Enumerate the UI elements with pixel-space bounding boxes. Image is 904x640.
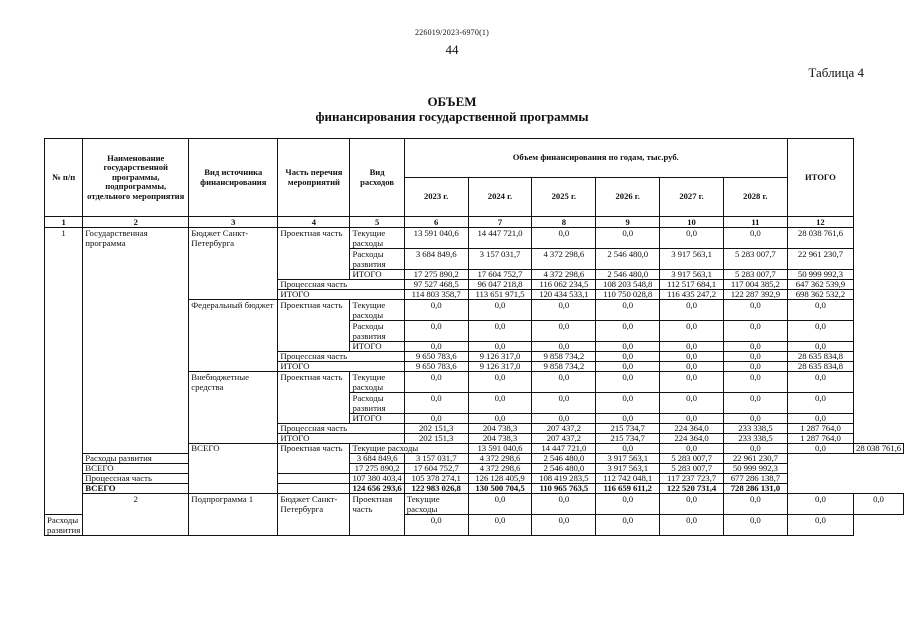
value-cell: 17 604 752,7 (404, 464, 468, 474)
expense-type: ВСЕГО (83, 464, 278, 474)
value-cell: 0,0 (660, 494, 724, 515)
source-name: Федеральный бюджет (189, 300, 278, 372)
value-cell: 124 656 293,6 (350, 484, 404, 494)
value-cell: 0,0 (596, 342, 660, 352)
value-cell: 0,0 (787, 494, 853, 515)
value-cell: 0,0 (532, 414, 596, 424)
value-cell: 0,0 (532, 300, 596, 321)
value-cell: 9 650 783,6 (404, 352, 468, 362)
value-cell: 0,0 (787, 342, 853, 352)
value-cell: 120 434 533,1 (532, 290, 596, 300)
value-cell: 0,0 (404, 342, 468, 352)
value-cell: 0,0 (723, 342, 787, 352)
value-cell: 96 047 218,8 (468, 280, 532, 290)
value-cell: 215 734,7 (596, 424, 660, 434)
value-cell: 0,0 (596, 228, 660, 249)
column-number: 9 (596, 217, 660, 228)
column-number: 4 (278, 217, 350, 228)
table-row (45, 474, 904, 484)
value-cell: 4 372 298,6 (468, 454, 532, 464)
value-cell: 0,0 (532, 228, 596, 249)
value-cell: 105 378 274,1 (404, 474, 468, 484)
value-cell: 17 275 890,2 (404, 270, 468, 280)
part-name: Процессная часть (278, 280, 404, 290)
value-cell: 116 659 611,2 (596, 484, 660, 494)
value-cell: 117 237 723,7 (660, 474, 724, 484)
grand-total-label: ВСЕГО (83, 484, 350, 494)
value-cell: 0,0 (404, 414, 468, 424)
value-cell: 14 447 721,0 (532, 444, 596, 454)
value-cell: 0,0 (468, 414, 532, 424)
expense-type: Текущие расходы (350, 228, 404, 249)
value-cell: 2 546 480,0 (532, 454, 596, 464)
header-volume: Объем финансирования по годам, тыс.руб. (404, 139, 787, 178)
value-cell: 0,0 (596, 372, 660, 393)
value-cell: 0,0 (660, 300, 724, 321)
value-cell: 0,0 (468, 372, 532, 393)
value-cell: 116 435 247,2 (660, 290, 724, 300)
value-cell: 122 287 392,9 (723, 290, 787, 300)
value-cell: 17 604 752,7 (468, 270, 532, 280)
expense-type: Текущие расходы (404, 494, 468, 515)
header-year: 2028 г. (723, 178, 787, 217)
expense-type: ИТОГО (350, 414, 404, 424)
value-cell: 126 128 405,9 (468, 474, 532, 484)
table-row (45, 464, 904, 474)
value-cell: 0,0 (787, 444, 853, 454)
table-row (45, 484, 904, 494)
value-cell: 22 961 230,7 (787, 249, 853, 270)
value-cell: 0,0 (596, 352, 660, 362)
value-cell: 0,0 (787, 321, 853, 342)
value-cell: 0,0 (787, 515, 853, 536)
value-cell: 207 437,2 (532, 424, 596, 434)
value-cell: 3 917 563,1 (660, 249, 724, 270)
value-cell: 0,0 (660, 352, 724, 362)
value-cell: 28 038 761,6 (787, 228, 853, 249)
header-name: Наименование государственной программы, подпрограммы, отдельного мероприятия (83, 139, 189, 217)
header-num: № п/п (45, 139, 83, 217)
value-cell: 13 591 040,6 (468, 444, 532, 454)
source-name: Внебюджетные средства (189, 372, 278, 444)
value-cell: 0,0 (532, 393, 596, 414)
value-cell: 122 983 026,8 (404, 484, 468, 494)
value-cell: 5 283 007,7 (660, 454, 724, 464)
column-number: 2 (83, 217, 189, 228)
document-title (0, 94, 904, 124)
column-number: 11 (723, 217, 787, 228)
column-number: 10 (660, 217, 724, 228)
header-total: ИТОГО (787, 139, 853, 217)
value-cell: 0,0 (596, 414, 660, 424)
value-cell: 3 917 563,1 (596, 454, 660, 464)
expense-type: Текущие расходы (350, 372, 404, 393)
value-cell: 0,0 (723, 414, 787, 424)
value-cell: 4 372 298,6 (532, 270, 596, 280)
value-cell: 13 591 040,6 (404, 228, 468, 249)
value-cell: 0,0 (787, 300, 853, 321)
value-cell: 0,0 (468, 393, 532, 414)
title-line-1: ОБЪЕМ (427, 94, 477, 109)
value-cell: 202 151,3 (404, 434, 468, 444)
value-cell: 0,0 (532, 321, 596, 342)
source-name: Бюджет Санкт-Петербурга (189, 228, 278, 300)
value-cell: 108 419 283,5 (532, 474, 596, 484)
value-cell: 9 858 734,2 (532, 362, 596, 372)
value-cell: 3 684 849,6 (404, 249, 468, 270)
part-name: Проектная часть (350, 494, 404, 536)
value-cell: 28 635 834,8 (787, 362, 853, 372)
column-number: 3 (189, 217, 278, 228)
value-cell: 0,0 (404, 372, 468, 393)
value-cell: 0,0 (723, 494, 787, 515)
value-cell: 647 362 539,9 (787, 280, 853, 290)
value-cell: 0,0 (787, 414, 853, 424)
table-row (45, 494, 904, 515)
value-cell: 117 004 385,2 (723, 280, 787, 290)
value-cell: 0,0 (404, 300, 468, 321)
value-cell: 5 283 007,7 (723, 249, 787, 270)
header-year: 2025 г. (532, 178, 596, 217)
expense-type: Расходы развития (350, 393, 404, 414)
value-cell: 108 203 548,8 (596, 280, 660, 290)
value-cell: 0,0 (660, 515, 724, 536)
expense-type: Расходы развития (350, 321, 404, 342)
value-cell: 0,0 (787, 393, 853, 414)
value-cell: 9 650 783,6 (404, 362, 468, 372)
title-line-2: финансирования государственной программы (315, 109, 589, 124)
value-cell: 5 283 007,7 (723, 270, 787, 280)
value-cell: 0,0 (660, 444, 724, 454)
value-cell: 204 738,3 (468, 424, 532, 434)
value-cell: 114 803 358,7 (404, 290, 468, 300)
expense-type: ИТОГО (350, 342, 404, 352)
value-cell: 110 750 028,8 (596, 290, 660, 300)
expense-type: Расходы развития (83, 454, 278, 464)
value-cell: 0,0 (723, 300, 787, 321)
column-numbers-row (45, 217, 904, 228)
part-name: Проектная часть (278, 228, 350, 280)
expense-type: Текущие расходы (350, 300, 404, 321)
value-cell: 9 858 734,2 (532, 352, 596, 362)
header-expense-type: Вид расходов (350, 139, 404, 217)
value-cell: 112 517 684,1 (660, 280, 724, 290)
part-name: Проектная часть (278, 300, 350, 352)
value-cell: 0,0 (404, 393, 468, 414)
value-cell: 0,0 (723, 362, 787, 372)
value-cell: 0,0 (660, 228, 724, 249)
value-cell: 233 338,5 (723, 424, 787, 434)
part-name: ИТОГО (278, 362, 404, 372)
value-cell: 233 338,5 (723, 434, 787, 444)
table-row (45, 228, 904, 249)
value-cell: 3 157 031,7 (404, 454, 468, 464)
value-cell: 677 286 138,7 (723, 474, 787, 484)
header-year: 2024 г. (468, 178, 532, 217)
value-cell: 4 372 298,6 (468, 464, 532, 474)
value-cell: 204 738,3 (468, 434, 532, 444)
value-cell: 0,0 (468, 300, 532, 321)
value-cell: 2 546 480,0 (596, 270, 660, 280)
column-number: 7 (468, 217, 532, 228)
value-cell: 0,0 (660, 372, 724, 393)
value-cell: 0,0 (404, 515, 468, 536)
value-cell: 0,0 (404, 321, 468, 342)
value-cell: 0,0 (723, 393, 787, 414)
part-name: Проектная часть (278, 372, 350, 424)
source-name: Бюджет Санкт-Петербурга (278, 494, 350, 536)
value-cell: 9 126 317,0 (468, 352, 532, 362)
program-name: Государственная программа (83, 228, 189, 454)
value-cell: 50 999 992,3 (787, 270, 853, 280)
value-cell: 0,0 (468, 515, 532, 536)
value-cell: 0,0 (723, 372, 787, 393)
value-cell: 728 286 131,0 (723, 484, 787, 494)
value-cell: 1 287 764,0 (787, 424, 853, 434)
value-cell: 122 520 731,4 (660, 484, 724, 494)
part-name: Процессная часть (278, 352, 404, 362)
value-cell: 0,0 (532, 342, 596, 352)
table-row (45, 454, 904, 464)
value-cell: 0,0 (596, 362, 660, 372)
value-cell: 17 275 890,2 (350, 464, 404, 474)
column-number: 12 (787, 217, 853, 228)
value-cell: 107 380 403,4 (350, 474, 404, 484)
value-cell: 0,0 (532, 372, 596, 393)
value-cell: 3 157 031,7 (468, 249, 532, 270)
value-cell: 0,0 (660, 362, 724, 372)
row-number: 1 (45, 228, 83, 515)
value-cell: 0,0 (660, 414, 724, 424)
value-cell: 224 364,0 (660, 424, 724, 434)
value-cell: 0,0 (723, 228, 787, 249)
value-cell: 113 651 971,5 (468, 290, 532, 300)
header-year: 2027 г. (660, 178, 724, 217)
row-number: 2 (83, 494, 189, 536)
part-name: ИТОГО (278, 290, 404, 300)
value-cell: 0,0 (468, 342, 532, 352)
value-cell: 215 734,7 (596, 434, 660, 444)
value-cell: 0,0 (723, 352, 787, 362)
value-cell: 1 287 764,0 (787, 434, 853, 444)
value-cell: 0,0 (596, 321, 660, 342)
value-cell: 0,0 (660, 393, 724, 414)
part-name: Процессная часть (83, 474, 350, 484)
value-cell: 0,0 (468, 494, 532, 515)
value-cell: 698 362 532,2 (787, 290, 853, 300)
value-cell: 2 546 480,0 (532, 464, 596, 474)
value-cell: 3 917 563,1 (660, 270, 724, 280)
header-part: Часть перечня мероприятий (278, 139, 350, 217)
value-cell: 112 742 048,1 (596, 474, 660, 484)
column-number: 5 (350, 217, 404, 228)
value-cell: 0,0 (660, 342, 724, 352)
expense-type: Текущие расходы (350, 444, 468, 454)
value-cell: 28 038 761,6 (854, 444, 904, 454)
value-cell: 0,0 (854, 494, 904, 515)
expense-type: ИТОГО (350, 270, 404, 280)
value-cell: 0,0 (596, 393, 660, 414)
value-cell: 97 527 468,5 (404, 280, 468, 290)
value-cell: 4 372 298,6 (532, 249, 596, 270)
value-cell: 0,0 (787, 372, 853, 393)
expense-type: Расходы развития (350, 249, 404, 270)
part-name: Проектная часть (278, 444, 350, 474)
value-cell: 2 546 480,0 (596, 249, 660, 270)
column-number: 1 (45, 217, 83, 228)
part-name: Процессная часть (278, 424, 404, 434)
value-cell: 0,0 (532, 515, 596, 536)
value-cell: 0,0 (660, 321, 724, 342)
header-year: 2023 г. (404, 178, 468, 217)
header-year: 2026 г. (596, 178, 660, 217)
value-cell: 22 961 230,7 (723, 454, 787, 464)
value-cell: 0,0 (596, 444, 660, 454)
part-name: ИТОГО (278, 434, 404, 444)
value-cell: 130 500 704,5 (468, 484, 532, 494)
expense-type: Расходы развития (45, 515, 83, 536)
value-cell: 50 999 992,3 (723, 464, 787, 474)
value-cell: 28 635 834,8 (787, 352, 853, 362)
value-cell: 110 965 763,5 (532, 484, 596, 494)
value-cell: 5 283 007,7 (660, 464, 724, 474)
value-cell: 14 447 721,0 (468, 228, 532, 249)
column-number: 6 (404, 217, 468, 228)
program-name: Подпрограмма 1 (189, 494, 278, 536)
value-cell: 3 684 849,6 (350, 454, 404, 464)
value-cell: 0,0 (723, 515, 787, 536)
table-label: Таблица 4 (808, 65, 864, 80)
value-cell: 207 437,2 (532, 434, 596, 444)
value-cell: 0,0 (532, 494, 596, 515)
document-id: 226019/2023-6970(1) (414, 28, 489, 37)
value-cell: 0,0 (723, 444, 787, 454)
value-cell: 0,0 (468, 321, 532, 342)
value-cell: 0,0 (596, 515, 660, 536)
page-number: 44 (445, 42, 459, 57)
value-cell: 0,0 (596, 494, 660, 515)
value-cell: 9 126 317,0 (468, 362, 532, 372)
financing-table (44, 138, 904, 536)
value-cell: 202 151,3 (404, 424, 468, 434)
value-cell: 3 917 563,1 (596, 464, 660, 474)
program-name: ВСЕГО (189, 444, 278, 494)
value-cell: 224 364,0 (660, 434, 724, 444)
value-cell: 0,0 (596, 300, 660, 321)
value-cell: 116 062 234,5 (532, 280, 596, 290)
column-number: 8 (532, 217, 596, 228)
header-source: Вид источника финансирования (189, 139, 278, 217)
value-cell: 0,0 (723, 321, 787, 342)
